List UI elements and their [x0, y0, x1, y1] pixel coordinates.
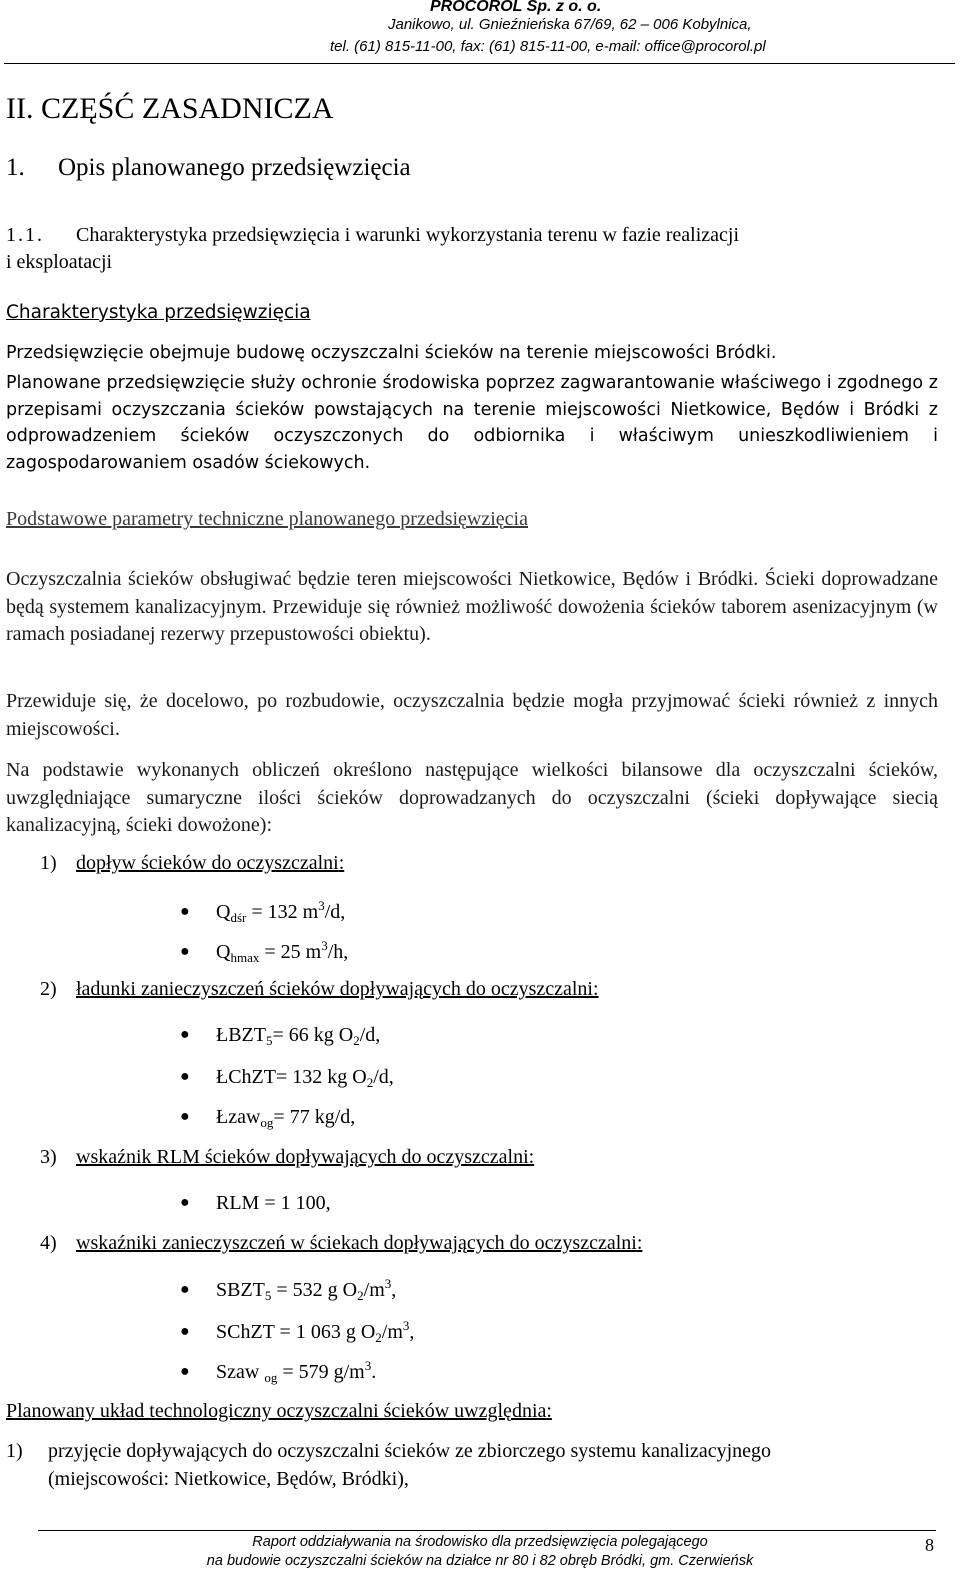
header-address: Janikowo, ul. Gnieźnieńska 67/69, 62 – 006 Kobylnica, [388, 16, 752, 33]
section-heading [6, 154, 411, 182]
subheading-layout [6, 1398, 552, 1426]
list-item-number: 3) [40, 1146, 57, 1168]
formula-tail: /d, [373, 1066, 394, 1088]
formula-base: ŁChZT= 132 kg O [216, 1066, 367, 1088]
paragraph-future: Przewiduje się, że docelowo, po rozbudowie, oczyszczalnia będzie mogła przyjmować ścieki również z innych miejscowości. [6, 690, 938, 740]
part-title: II. CZĘŚĆ ZASADNICZA [6, 92, 334, 125]
formula-sub: og [260, 1115, 274, 1130]
formula-sub: 5 [266, 1033, 273, 1048]
bullet-dot-icon: ● [180, 1194, 190, 1211]
bullet-lbzt [180, 1024, 380, 1049]
formula-sup: 3 [402, 1318, 410, 1333]
bullet-szaw [180, 1358, 376, 1386]
page-number: 8 [925, 1535, 934, 1555]
formula-base: ŁBZT [216, 1024, 266, 1046]
formula-tail: /d, [324, 901, 346, 923]
formula-base: Q [216, 901, 231, 923]
bullet-dot-icon: ● [180, 1281, 190, 1298]
formula-tail: , [409, 1321, 415, 1343]
bullet-q-max [180, 938, 348, 966]
list-item-label: dopływ ścieków do oczyszczalni [76, 852, 339, 874]
formula-sub: 2 [366, 1075, 374, 1090]
formula-sub2: 2 [357, 1288, 364, 1303]
final-item-line1: przyjęcie dopływających do oczyszczalni ścieków ze zbiorczego systemu kanalizacyjnego [48, 1440, 772, 1462]
formula-sub2: 2 [353, 1033, 360, 1048]
paragraph-intro: Przedsięwzięcie obejmuje budowę oczyszczalni ścieków na terenie miejscowości Bródki. [6, 343, 777, 363]
list-item-colon: : [636, 1232, 643, 1254]
formula-sup: 3 [384, 1276, 392, 1291]
formula-sub: og [264, 1370, 278, 1385]
subheading-layout-text: Planowany układ technologiczny oczyszczalni ścieków uwzględnia [6, 1400, 547, 1422]
list-item-colon: : [592, 978, 599, 1000]
formula-base: Szaw [216, 1361, 265, 1383]
formula-base: Q [216, 941, 231, 963]
bullet-q-avg [180, 898, 345, 926]
list-item-inflow [40, 852, 344, 875]
footer-divider [38, 1530, 936, 1531]
final-item-number: 1) [6, 1440, 23, 1462]
paragraph-service-area: Oczyszczalnia ścieków obsługiwać będzie teren miejscowości Nietkowice, Będów i Bródki. Ścieki doprowadzane będą systemem kanalizacyjnym. Przewiduje się również możliwość dowożenia ścieków taborem asenizacyjnym (w ramach posiadanej rezerwy przepustowości obiektu). [6, 568, 938, 645]
list-item-loads [40, 978, 599, 1001]
formula-base: SChZT = 1 063 g O [216, 1321, 376, 1343]
formula-tail: /d, [359, 1024, 381, 1046]
formula-rest: = 132 m [246, 901, 319, 923]
subsection-number: 1.1. [6, 224, 44, 246]
bullet-sbzt [180, 1276, 396, 1304]
bullet-dot-icon: ● [180, 1363, 190, 1380]
bullet-dot-icon: ● [180, 1068, 190, 1085]
footer-line2: na budowie oczyszczalni ścieków na działce nr 80 i 82 obręb Bródki, gm. Czerwieńsk [206, 1553, 754, 1569]
subheading-parameters: Podstawowe parametry techniczne planowanego przedsięwzięcia [6, 508, 528, 530]
formula-rest: = 25 m [259, 941, 322, 963]
bullet-dot-icon: ● [180, 1108, 190, 1125]
bullet-rlm [180, 1192, 331, 1215]
formula-sub: 5 [264, 1288, 272, 1303]
formula-mid: /m [381, 1321, 403, 1343]
bullet-dot-icon: ● [180, 943, 190, 960]
subheading-layout-colon: : [546, 1400, 552, 1422]
paragraph-balance: Na podstawie wykonanych obliczeń określono następujące wielkości bilansowe dla oczyszczalni ścieków, uwzględniające sumaryczne ilości ścieków doprowadzanych do oczyszczalni (ścieki dopływające siecią kanalizacyjną, ścieki dowożone): [6, 759, 938, 836]
bullet-lchzt [180, 1066, 394, 1091]
formula-tail: , [391, 1279, 397, 1301]
footer-line1: Raport oddziaływania na środowisko dla przedsięwzięcia polegającego [252, 1534, 708, 1550]
formula-rest: = 66 kg O [272, 1024, 354, 1046]
formula-tail: = 77 kg/d, [273, 1106, 356, 1128]
formula-base: Łzaw [216, 1106, 261, 1128]
formula-sup: 3 [318, 898, 325, 913]
formula-sub: hmax [230, 950, 260, 965]
bullet-schzt [180, 1318, 414, 1346]
section-number: 1. [6, 154, 25, 181]
final-item-line2: (miejscowości: Nietkowice, Będów, Bródki), [48, 1467, 409, 1490]
formula-sup: 3 [321, 938, 328, 953]
bullet-dot-icon: ● [180, 1323, 190, 1340]
formula-sub: dśr [230, 910, 247, 925]
list-item-colon: : [338, 852, 345, 874]
section-title: Opis planowanego przedsięwzięcia [58, 154, 411, 181]
formula-text: RLM = 1 100, [216, 1192, 331, 1214]
list-item-rlm [40, 1146, 534, 1169]
paragraph-purpose: Planowane przedsięwzięcie służy ochronie środowiska poprzez zagwarantowanie właściwego i zgodnego z przepisami oczyszczania ścieków powstających na terenie miejscowości Nietkowice, Będów i Bródki z odprowadzeniem ścieków oczyszczonych do odbiornika i właściwym unieszkodliwieniem i zagospodarowaniem osadów ściekowych. [6, 373, 938, 473]
bullet-dot-icon: ● [180, 1026, 190, 1043]
header-company: PROCOROL Sp. z o. o. [430, 0, 602, 15]
list-item-indicators [40, 1232, 642, 1255]
bullet-lzaw [180, 1106, 355, 1131]
list-item-number: 1) [40, 852, 57, 874]
formula-tail: . [371, 1361, 377, 1383]
bullet-dot-icon: ● [180, 903, 190, 920]
formula-sup: 3 [364, 1358, 372, 1373]
subsection-heading [6, 222, 946, 276]
list-item-label: ładunki zanieczyszczeń ścieków dopływających do oczyszczalni [76, 978, 593, 1000]
header-divider [4, 63, 955, 64]
subsection-title-line1: Charakterystyka przedsięwzięcia i warunki wykorzystania terenu w fazie realizacji [76, 224, 740, 246]
subsection-title-line2: i eksploatacji [6, 251, 113, 273]
list-item-number: 4) [40, 1232, 57, 1254]
header-contact: tel. (61) 815-11-00, fax: (61) 815-11-00, e-mail: office@procorol.pl [330, 38, 766, 55]
formula-rest: = 532 g O [271, 1279, 358, 1301]
formula-base: SBZT [216, 1279, 265, 1301]
formula-mid: /m [363, 1279, 385, 1301]
list-item-label: wskaźnik RLM ścieków dopływających do oczyszczalni: [76, 1146, 535, 1168]
final-list-item [6, 1438, 938, 1493]
formula-rest: = 579 g/m [277, 1361, 365, 1383]
formula-tail: /h, [327, 941, 349, 963]
formula-sub: 2 [375, 1330, 382, 1345]
list-item-number: 2) [40, 978, 57, 1000]
subheading-characteristics: Charakterystyka przedsięwzięcia [6, 302, 311, 323]
list-item-label: wskaźniki zanieczyszczeń w ściekach dopływających do oczyszczalni [76, 1232, 637, 1254]
